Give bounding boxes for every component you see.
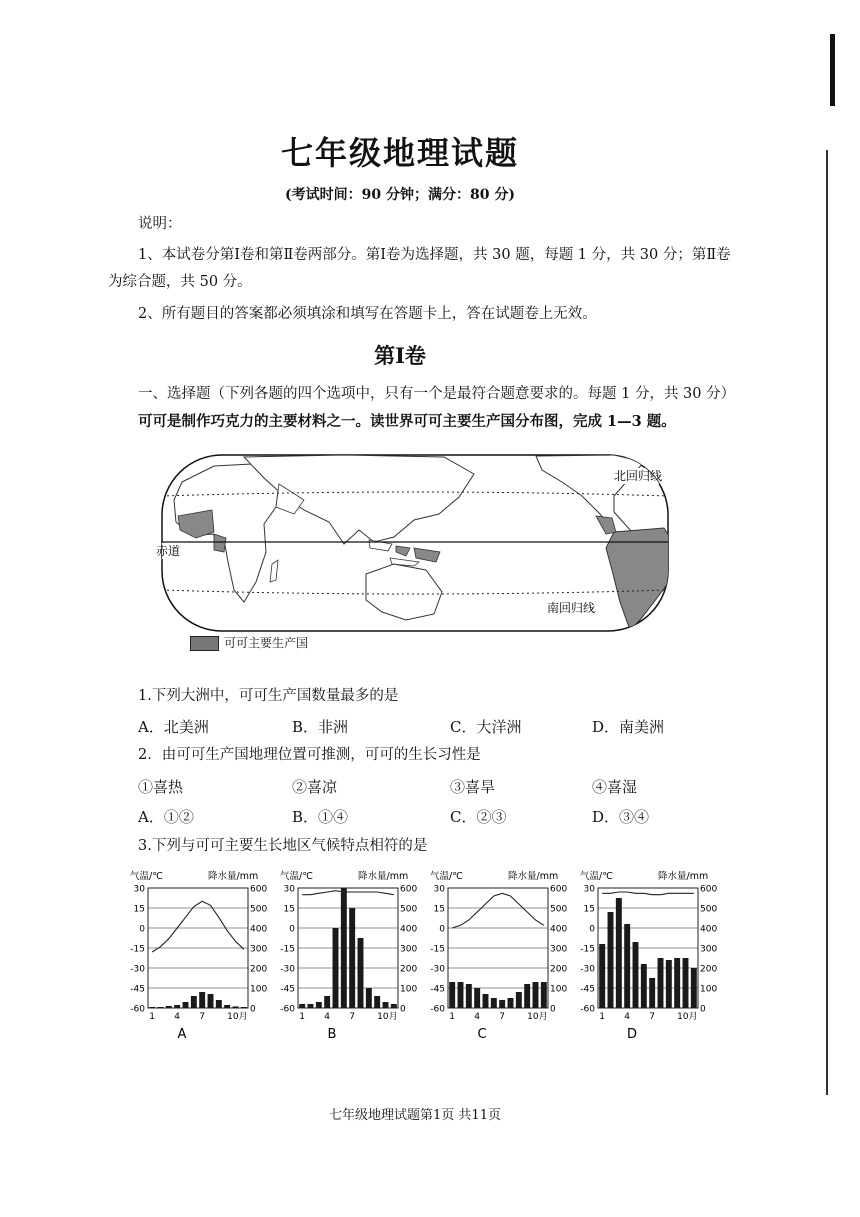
chart-a-temp-tick: -15	[130, 944, 145, 955]
chart-c-temp-tick: 0	[439, 924, 445, 935]
chart-d-temp-line	[602, 892, 694, 895]
chart-b-temp-tick: 30	[283, 884, 295, 895]
chart-a-precip-tick: 300	[250, 944, 268, 955]
exam-title: 七年级地理试题	[280, 134, 519, 172]
legend-swatch	[190, 636, 219, 651]
chart-a-precip-tick: 100	[250, 984, 268, 995]
chart-a-temp-tick: -60	[130, 1004, 145, 1015]
chart-b-temp-tick: -15	[280, 944, 295, 955]
chart-d-precip-bar	[658, 958, 664, 1008]
chart-d-x-tick: 7	[649, 1012, 656, 1022]
scan-edge-line	[826, 150, 828, 1095]
chart-c-temp-tick: -30	[430, 964, 445, 975]
chart-b-precip-bar	[374, 996, 380, 1008]
chart-d-precip-tick: 300	[700, 944, 718, 955]
chart-b-x-tick: 1	[299, 1012, 306, 1022]
chart-b-precip-bar	[383, 1002, 389, 1008]
chart-c-precip-tick: 500	[550, 904, 568, 915]
part1-intro: 可可是制作巧克力的主要材料之一。读世界可可主要生产国分布图，完成 1—3 题。	[138, 413, 676, 430]
section-title: 第Ⅰ卷	[374, 343, 426, 368]
chart-a-x-tick: 4	[174, 1012, 181, 1022]
q1-option-a[interactable]: A．北美洲	[138, 718, 209, 736]
chart-d-temp-tick: -45	[580, 984, 595, 995]
chart-d-precip-bar	[616, 898, 622, 1008]
chart-b-temp-tick: -60	[280, 1004, 295, 1015]
exam-subtitle: (考试时间：90 分钟；满分：80 分)	[285, 187, 515, 203]
chart-c-precip-tick: 300	[550, 944, 568, 955]
chart-b-y2label: 降水量/mm	[358, 871, 409, 882]
chart-a-precip-bar	[224, 1005, 230, 1008]
q2-habit-4: ④喜湿	[592, 778, 638, 796]
chart-d-precip-bar	[674, 958, 680, 1008]
q2-option-a[interactable]: A．①②	[138, 808, 194, 826]
chart-a-x-tick: 10月	[227, 1012, 248, 1022]
chart-a-precip-bar	[183, 1002, 189, 1008]
chart-a-precip-tick: 200	[250, 964, 268, 975]
chart-b-precip-tick: 500	[400, 904, 418, 915]
chart-d-temp-tick: 0	[589, 924, 595, 935]
chart-b-precip-bar	[349, 908, 355, 1008]
chart-c-precip-tick: 0	[550, 1004, 556, 1015]
instruction-1-line2: 为综合题，共 50 分。	[108, 274, 252, 290]
instructions-heading: 说明：	[138, 216, 182, 232]
chart-b-precip-tick: 600	[400, 884, 418, 895]
chart-d-temp-tick: -15	[580, 944, 595, 955]
chart-a-precip-bar	[233, 1006, 239, 1008]
chart-c-option-label: C	[477, 1027, 487, 1042]
cocoa-producer-map	[144, 452, 686, 634]
chart-d-precip-tick: 600	[700, 884, 718, 895]
chart-c-precip-bar	[483, 994, 489, 1008]
chart-c-precip-bar	[466, 984, 472, 1008]
chart-d-ylabel: 气温/℃	[580, 871, 613, 882]
chart-a-precip-bar	[166, 1006, 172, 1008]
q1-option-c[interactable]: C．大洋洲	[450, 718, 522, 736]
chart-d-precip-bar	[599, 944, 605, 1008]
chart-c-temp-line	[452, 893, 544, 928]
chart-c-precip-bar	[491, 998, 497, 1008]
equator-label: 赤道	[156, 544, 181, 558]
chart-d-precip-bar	[608, 912, 614, 1008]
q3-stem: 3.下列与可可主要生长地区气候特点相符的是	[138, 838, 428, 854]
climate-charts	[120, 866, 720, 1046]
chart-d-precip-bar	[633, 942, 639, 1008]
q2-habit-1: ①喜热	[138, 778, 184, 796]
chart-d-precip-tick: 500	[700, 904, 718, 915]
chart-a-precip-bar	[216, 1000, 222, 1008]
chart-b-temp-tick: 15	[283, 904, 295, 915]
q2-habit-3: ③喜旱	[450, 778, 496, 796]
chart-a-temp-line	[152, 901, 244, 952]
chart-a-precip-bar	[149, 1007, 155, 1008]
part1-heading: 一、选择题（下列各题的四个选项中，只有一个是最符合题意要求的。每题 1 分，共 30 分）	[138, 386, 736, 402]
instruction-2: 2、所有题目的答案都必须填涂和填写在答题卡上，答在试题卷上无效。	[138, 306, 597, 322]
chart-b-precip-bar	[324, 996, 330, 1008]
chart-a-option-label: A	[177, 1027, 187, 1042]
chart-c-precip-bar	[524, 984, 530, 1008]
chart-c-precip-tick: 600	[550, 884, 568, 895]
legend-label: 可可主要生产国	[224, 636, 309, 650]
chart-a-x-tick: 7	[199, 1012, 206, 1022]
chart-d-temp-tick: 30	[583, 884, 595, 895]
chart-b-option-label: B	[327, 1027, 337, 1042]
chart-a-temp-tick: 0	[139, 924, 145, 935]
chart-b-temp-tick: 0	[289, 924, 295, 935]
chart-c-precip-tick: 200	[550, 964, 568, 975]
tropic-north-label: 北回归线	[614, 469, 663, 483]
q2-habit-2: ②喜凉	[292, 778, 338, 796]
chart-d-precip-bar	[691, 968, 697, 1008]
chart-c-precip-bar	[508, 998, 514, 1008]
chart-d-y2label: 降水量/mm	[658, 871, 709, 882]
page-footer: 七年级地理试题第1页 共11页	[329, 1108, 501, 1123]
chart-a-temp-tick: -30	[130, 964, 145, 975]
chart-c-precip-bar	[449, 982, 455, 1008]
chart-b-precip-bar	[341, 888, 347, 1008]
chart-d-precip-bar	[683, 958, 689, 1008]
chart-c-precip-bar	[516, 992, 522, 1008]
chart-a-precip-bar	[208, 994, 214, 1008]
chart-d-precip-bar	[624, 924, 630, 1008]
chart-b-precip-tick: 0	[400, 1004, 406, 1015]
chart-c-x-tick: 4	[474, 1012, 481, 1022]
chart-b-precip-tick: 100	[400, 984, 418, 995]
chart-b-precip-bar	[316, 1002, 322, 1008]
chart-a-precip-bar	[158, 1007, 164, 1008]
chart-b-precip-bar	[308, 1004, 314, 1008]
chart-b-temp-tick: -30	[280, 964, 295, 975]
chart-d-temp-tick: -30	[580, 964, 595, 975]
chart-a-precip-bar	[174, 1005, 180, 1008]
chart-c-y2label: 降水量/mm	[508, 871, 559, 882]
chart-c-x-tick: 10月	[527, 1012, 548, 1022]
chart-b-x-tick: 7	[349, 1012, 356, 1022]
chart-a-precip-bar	[191, 996, 197, 1008]
q2-option-b[interactable]: B．①④	[292, 808, 349, 826]
chart-a-precip-bar	[199, 992, 205, 1008]
chart-d-temp-tick: 15	[583, 904, 595, 915]
chart-d-precip-tick: 200	[700, 964, 718, 975]
chart-d-precip-tick: 100	[700, 984, 718, 995]
chart-b-precip-bar	[333, 928, 339, 1008]
chart-b-precip-tick: 200	[400, 964, 418, 975]
q2-option-d[interactable]: D．③④	[592, 808, 650, 826]
chart-a-ylabel: 气温/℃	[130, 871, 163, 882]
chart-d-option-label: D	[626, 1027, 638, 1042]
chart-d-temp-tick: -60	[580, 1004, 595, 1015]
chart-c-x-tick: 7	[499, 1012, 506, 1022]
chart-c-precip-bar	[474, 988, 480, 1008]
chart-a-temp-tick: 15	[133, 904, 145, 915]
chart-d-precip-bar	[666, 960, 672, 1008]
chart-d-x-tick: 10月	[677, 1012, 698, 1022]
q1-stem: 1.下列大洲中，可可生产国数量最多的是	[138, 688, 399, 704]
chart-a-x-tick: 1	[149, 1012, 156, 1022]
chart-c-precip-bar	[458, 982, 464, 1008]
chart-a-precip-tick: 400	[250, 924, 268, 935]
chart-b-precip-bar	[299, 1004, 305, 1008]
chart-d-x-tick: 4	[624, 1012, 631, 1022]
q1-option-d[interactable]: D．南美洲	[592, 718, 665, 736]
chart-c-temp-tick: -45	[430, 984, 445, 995]
chart-b-ylabel: 气温/℃	[280, 871, 313, 882]
chart-b-precip-bar	[366, 988, 372, 1008]
chart-d-precip-tick: 0	[700, 1004, 706, 1015]
chart-b-precip-tick: 400	[400, 924, 418, 935]
chart-c-precip-tick: 400	[550, 924, 568, 935]
chart-c-x-tick: 1	[449, 1012, 456, 1022]
scan-edge-mark	[830, 34, 835, 106]
chart-c-temp-tick: 30	[433, 884, 445, 895]
chart-a-y2label: 降水量/mm	[208, 871, 259, 882]
chart-c-precip-bar	[499, 1000, 505, 1008]
chart-b-temp-tick: -45	[280, 984, 295, 995]
chart-b-x-tick: 10月	[377, 1012, 398, 1022]
chart-b-precip-bar	[358, 938, 364, 1008]
chart-c-precip-tick: 100	[550, 984, 568, 995]
chart-c-ylabel: 气温/℃	[430, 871, 463, 882]
chart-d-x-tick: 1	[599, 1012, 606, 1022]
chart-b-x-tick: 4	[324, 1012, 331, 1022]
tropic-south-label: 南回归线	[547, 601, 596, 615]
chart-a-precip-tick: 600	[250, 884, 268, 895]
chart-d-precip-tick: 400	[700, 924, 718, 935]
chart-c-temp-tick: -15	[430, 944, 445, 955]
q2-stem: 2．由可可生产国地理位置可推测，可可的生长习性是	[138, 747, 481, 763]
chart-b-temp-line	[302, 891, 394, 895]
chart-c-precip-bar	[541, 982, 547, 1008]
chart-a-precip-bar	[241, 1007, 247, 1008]
chart-a-precip-tick: 0	[250, 1004, 256, 1015]
q1-option-b[interactable]: B．非洲	[292, 718, 349, 736]
chart-a-temp-tick: 30	[133, 884, 145, 895]
chart-c-temp-tick: 15	[433, 904, 445, 915]
chart-b-precip-bar	[391, 1004, 397, 1008]
chart-d-precip-bar	[649, 978, 655, 1008]
chart-c-precip-bar	[533, 982, 539, 1008]
instruction-1-line1: 1、本试卷分第Ⅰ卷和第Ⅱ卷两部分。第Ⅰ卷为选择题，共 30 题，每题 1 分，共 30 分；第Ⅱ卷	[138, 247, 731, 263]
chart-c-temp-tick: -60	[430, 1004, 445, 1015]
chart-a-temp-tick: -45	[130, 984, 145, 995]
q2-option-c[interactable]: C．②③	[450, 808, 507, 826]
chart-a-precip-tick: 500	[250, 904, 268, 915]
chart-d-precip-bar	[641, 964, 647, 1008]
chart-b-precip-tick: 300	[400, 944, 418, 955]
